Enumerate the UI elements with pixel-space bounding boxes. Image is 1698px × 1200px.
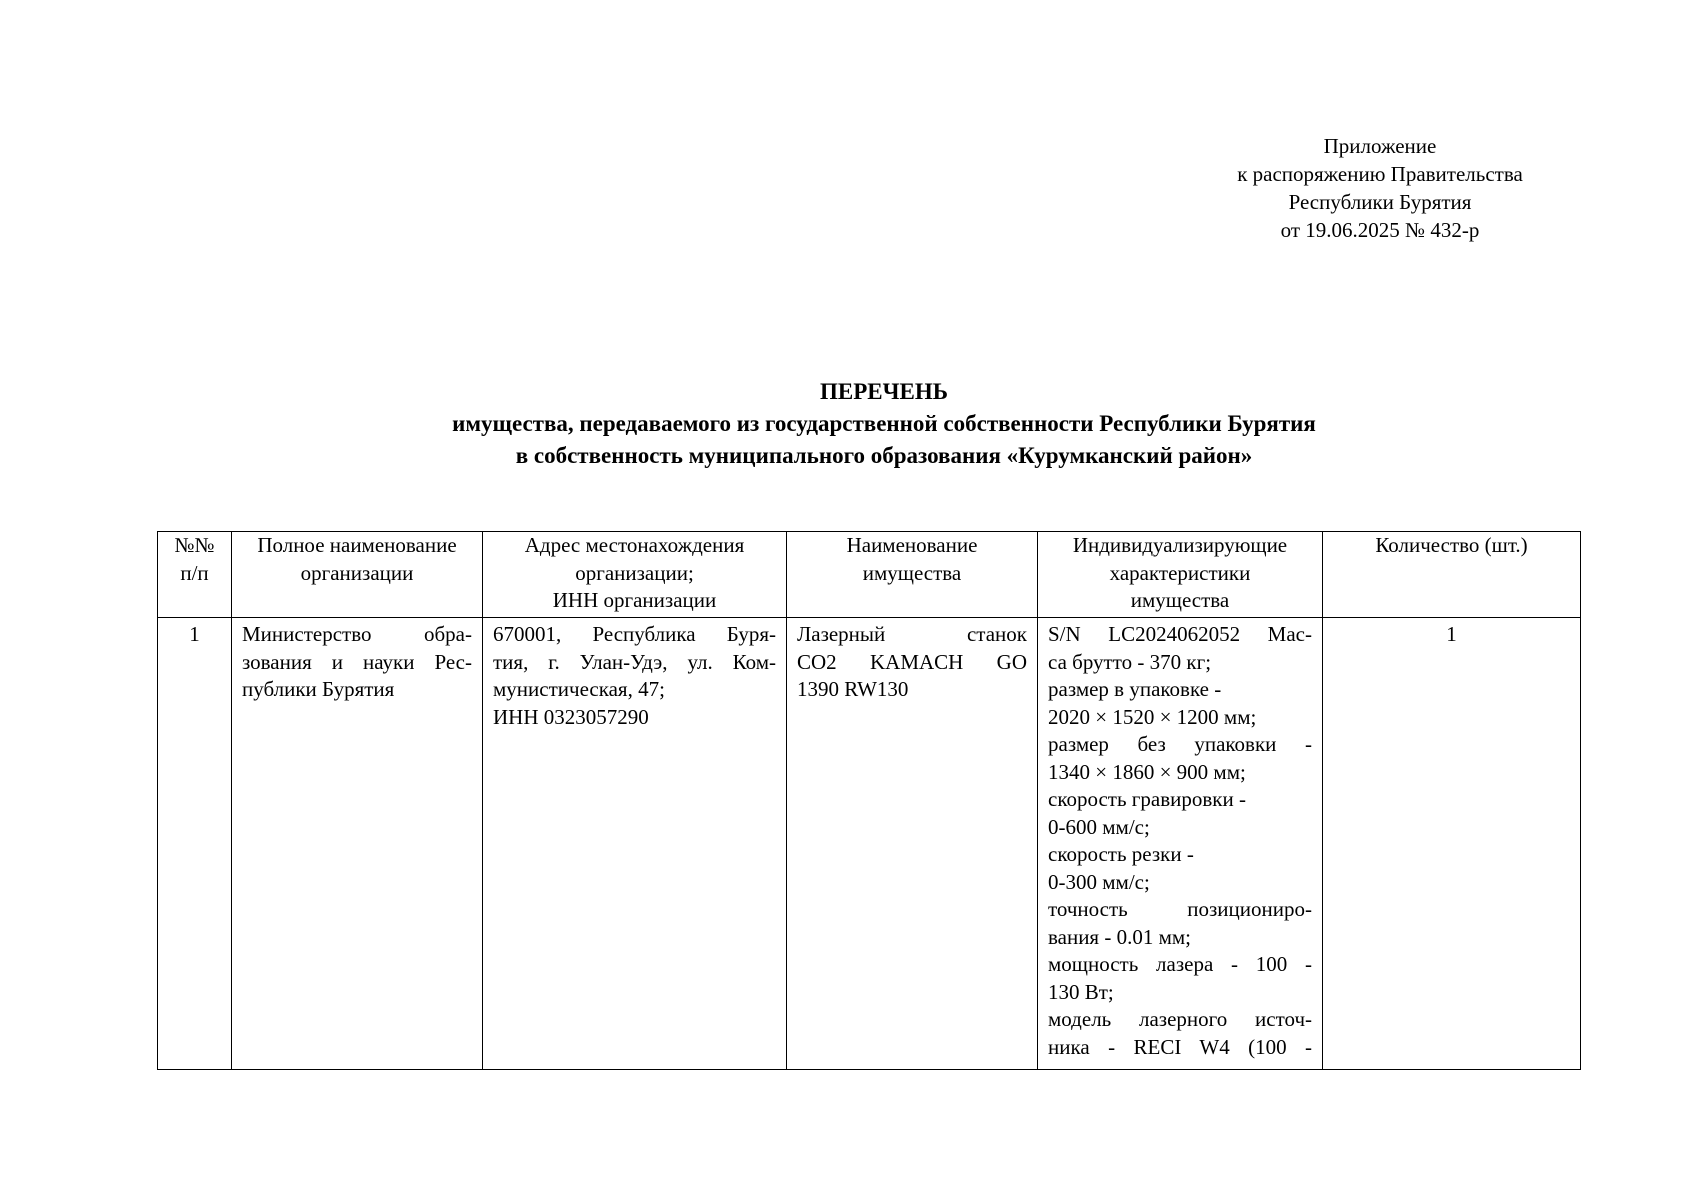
- header-line: ИНН организации: [552, 588, 717, 612]
- header-line: Наименование: [846, 533, 978, 557]
- cell-line: ИНН 0323057290: [493, 704, 649, 729]
- cell-line: 1390 RW130: [797, 677, 909, 701]
- cell-line: мощность лазера - 100 -: [1048, 952, 1312, 976]
- cell-line: Лазерный станок: [797, 622, 1027, 646]
- property-table: [157, 531, 1581, 1070]
- header-line: имущества: [862, 560, 962, 585]
- appendix-line: от 19.06.2025 № 432-р: [1280, 218, 1480, 242]
- cell-line: 130 Вт;: [1048, 979, 1114, 1004]
- cell-line: 0-300 мм/с;: [1048, 869, 1150, 894]
- header-line: п/п: [180, 560, 209, 585]
- header-address: [483, 532, 787, 618]
- cell-line: са брутто - 370 кг;: [1048, 649, 1212, 674]
- cell-line: ника - RECI W4 (100 -: [1048, 1034, 1312, 1059]
- cell-line: 670001, Республика Буря-: [493, 622, 776, 646]
- header-line: №№: [174, 533, 215, 557]
- header-line: организации: [300, 560, 414, 585]
- cell-line: S/N LC2024062052 Мас-: [1048, 622, 1312, 646]
- appendix-line: к распоряжению Правительства: [1237, 162, 1523, 186]
- cell-line: точность позициониро-: [1048, 897, 1312, 921]
- document-heading: [0, 376, 1698, 472]
- header-organization: [232, 532, 483, 618]
- cell-characteristics: [1038, 618, 1323, 1070]
- cell-line: 1340 × 1860 × 900 мм;: [1048, 759, 1246, 784]
- cell-line: CO2 KAMACH GO: [797, 649, 1027, 674]
- cell-line: Министерство обра-: [242, 622, 472, 646]
- cell-line: зования и науки Рес-: [242, 649, 472, 674]
- cell-line: размер в упаковке -: [1048, 677, 1222, 701]
- cell-line: мунистическая, 47;: [493, 677, 665, 701]
- header-line: Полное наименование: [257, 533, 457, 557]
- cell-line: размер без упаковки -: [1048, 732, 1312, 756]
- header-line: характеристики: [1109, 560, 1251, 585]
- row-number: 1: [189, 622, 200, 646]
- document-subtitle: в собственность муниципального образования «Курумканский район»: [515, 443, 1253, 468]
- cell-line: публики Бурятия: [242, 677, 395, 701]
- cell-line: тия, г. Улан-Удэ, ул. Ком-: [493, 649, 776, 674]
- table-row: [158, 618, 1581, 1070]
- header-line: Количество (шт.): [1375, 533, 1528, 557]
- appendix-line: Республики Бурятия: [1288, 190, 1472, 214]
- header-line: Адрес местонахождения: [524, 533, 745, 557]
- cell-line: скорость резки -: [1048, 842, 1194, 866]
- quantity-value: 1: [1446, 622, 1457, 646]
- cell-line: вания - 0.01 мм;: [1048, 924, 1192, 949]
- cell-line: скорость гравировки -: [1048, 787, 1246, 811]
- appendix-line: Приложение: [1323, 134, 1437, 158]
- cell-line: 2020 × 1520 × 1200 мм;: [1048, 704, 1257, 729]
- header-line: Индивидуализирующие: [1072, 533, 1288, 557]
- document-subtitle: имущества, передаваемого из государственной собственности Республики Бурятия: [452, 411, 1316, 436]
- cell-property-name: [787, 618, 1038, 1070]
- cell-organization: [232, 618, 483, 1070]
- cell-number: [158, 618, 232, 1070]
- cell-line: модель лазерного источ-: [1048, 1007, 1312, 1031]
- document-title: ПЕРЕЧЕНЬ: [820, 379, 948, 404]
- header-quantity: [1323, 532, 1581, 618]
- header-characteristics: [1038, 532, 1323, 618]
- header-line: организации;: [575, 560, 694, 585]
- appendix-block: [1180, 132, 1580, 244]
- cell-quantity: [1323, 618, 1581, 1070]
- header-number: [158, 532, 232, 618]
- header-property-name: [787, 532, 1038, 618]
- table-header-row: [158, 532, 1581, 618]
- cell-line: 0-600 мм/с;: [1048, 814, 1150, 839]
- cell-address: [483, 618, 787, 1070]
- header-line: имущества: [1130, 588, 1230, 612]
